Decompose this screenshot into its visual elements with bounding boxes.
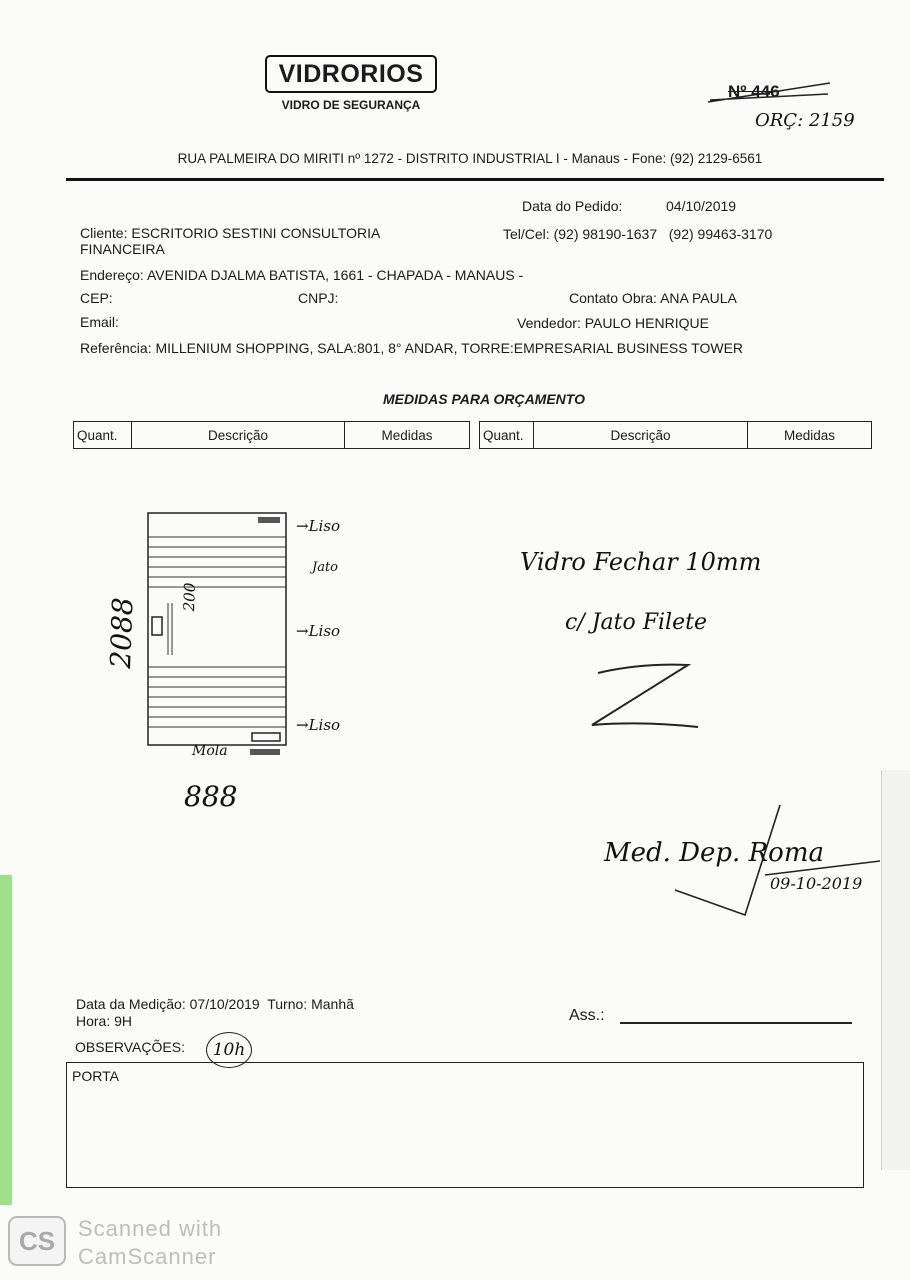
camscanner-watermark bbox=[78, 1215, 222, 1271]
email-label: Email: bbox=[80, 314, 119, 330]
phone-value: (92) 98190-1637 (92) 99463-3170 bbox=[553, 226, 773, 242]
header-rule bbox=[66, 178, 884, 181]
seller-value: PAULO HENRIQUE bbox=[584, 315, 709, 331]
measure-date-label: Data da Medição: bbox=[76, 996, 186, 1012]
client-value-cont: FINANCEIRA bbox=[80, 241, 165, 257]
seller-label: Vendedor: bbox=[517, 315, 581, 331]
client-label: Cliente: bbox=[80, 225, 128, 241]
col-measures: Medidas bbox=[783, 427, 836, 443]
handwritten-orc-number: ORÇ: 2159 bbox=[755, 110, 855, 131]
camscanner-logo-icon: CS bbox=[8, 1216, 66, 1266]
phone-label: Tel/Cel: bbox=[503, 226, 550, 242]
cep-label: CEP: bbox=[80, 290, 113, 306]
cnpj-label: CNPJ: bbox=[298, 290, 339, 306]
contact-label: Contato Obra: bbox=[569, 290, 657, 306]
sketch-width-dimension: 888 bbox=[184, 780, 238, 813]
client-value: ESCRITORIO SESTINI CONSULTORIA bbox=[131, 225, 381, 241]
observations-handwritten-time: 10h bbox=[206, 1032, 252, 1068]
order-date-label: Data do Pedido: bbox=[522, 198, 623, 214]
observations-text: PORTA bbox=[72, 1068, 119, 1084]
handwritten-z-mark bbox=[580, 655, 710, 735]
order-date-value: 04/10/2019 bbox=[666, 198, 737, 214]
sketch-height-dimension: 2088 bbox=[104, 596, 140, 670]
measurements-header-right bbox=[479, 421, 872, 449]
sketch-label-sandblast: Jato bbox=[312, 560, 339, 575]
handwritten-signature-date: 09-10-2019 bbox=[770, 874, 863, 893]
watermark-line2: CamScanner bbox=[78, 1244, 217, 1269]
hour-label: Hora: bbox=[76, 1013, 111, 1029]
observations-box bbox=[66, 1062, 864, 1188]
sketch-label-smooth-middle: →Liso bbox=[296, 622, 341, 640]
col-quantity: Quant. bbox=[480, 422, 534, 448]
company-logo: VIDRORIOS bbox=[265, 55, 437, 93]
signature-line bbox=[620, 1022, 852, 1024]
company-tagline: VIDRO DE SEGURANÇA bbox=[281, 98, 421, 112]
reference-value: MILLENIUM SHOPPING, SALA:801, 8° ANDAR, TORRE:EMPRESARIAL BUSINESS TOWER bbox=[155, 340, 744, 356]
background-green-edge bbox=[0, 875, 12, 1205]
sketch-label-smooth-top: →Liso bbox=[296, 517, 341, 535]
form-number: Nº 446 bbox=[728, 82, 780, 101]
handwritten-signature: Med. Dep. Roma bbox=[604, 838, 824, 868]
company-address: RUA PALMEIRA DO MIRITI nº 1272 - DISTRITO INDUSTRIAL I - Manaus - Fone: (92) 2129-6561 bbox=[177, 151, 763, 166]
sketch-label-spring: Mola bbox=[192, 743, 228, 759]
measurements-title: MEDIDAS PARA ORÇAMENTO bbox=[383, 391, 585, 407]
reference-label: Referência: bbox=[80, 340, 152, 356]
shift-value: Manhã bbox=[311, 996, 354, 1012]
strike-marks bbox=[700, 78, 840, 108]
sketch-label-smooth-bottom: →Liso bbox=[296, 716, 341, 734]
shift-label: Turno: bbox=[267, 996, 308, 1012]
measurements-header-left bbox=[73, 421, 470, 449]
col-quantity: Quant. bbox=[74, 422, 132, 448]
contact-value: ANA PAULA bbox=[660, 290, 737, 306]
observations-label: OBSERVAÇÕES: bbox=[75, 1039, 185, 1055]
col-description: Descrição bbox=[132, 422, 345, 448]
col-description: Descrição bbox=[534, 422, 748, 448]
sketch-inner-dimension: 200 bbox=[180, 582, 199, 612]
address-value: AVENIDA DJALMA BATISTA, 1661 - CHAPADA - MANAUS - bbox=[146, 267, 524, 283]
measure-date-value: 07/10/2019 bbox=[189, 996, 260, 1012]
signature-label: Ass.: bbox=[569, 1007, 605, 1024]
door-sketch bbox=[100, 505, 380, 805]
handwritten-note-glass: Vidro Fechar 10mm bbox=[520, 548, 762, 576]
handwritten-note-sandblast: c/ Jato Filete bbox=[565, 610, 707, 635]
watermark-line1: Scanned with bbox=[78, 1216, 223, 1241]
signature-strokes bbox=[670, 795, 890, 925]
col-measures: Medidas bbox=[381, 427, 433, 443]
hour-value: 9H bbox=[114, 1013, 133, 1029]
address-label: Endereço: bbox=[80, 267, 144, 283]
